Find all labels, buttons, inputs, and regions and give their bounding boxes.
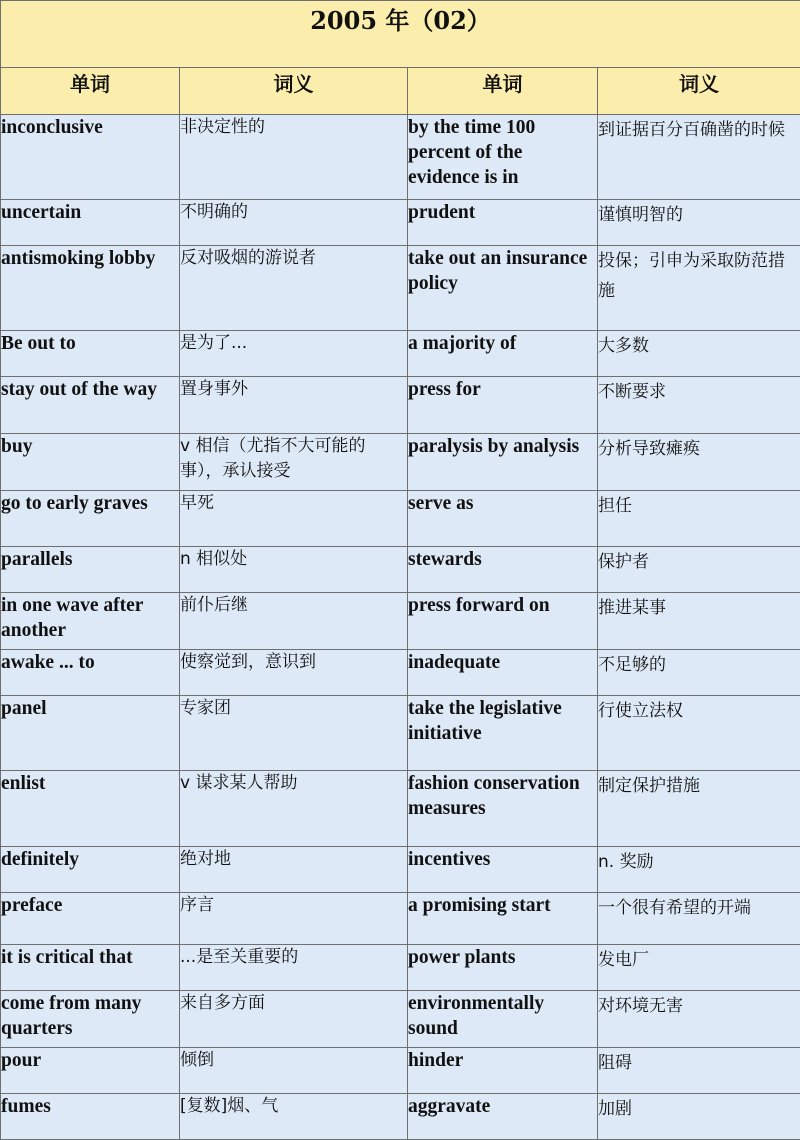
meaning-cell: 分析导致瘫痪 xyxy=(598,434,800,491)
meaning-cell: 发电厂 xyxy=(598,945,800,991)
meaning-cell: 前仆后继 xyxy=(180,593,408,650)
meaning-cell: 不断要求 xyxy=(598,377,800,434)
meaning-cell: 非决定性的 xyxy=(180,115,408,200)
word-cell: fashion conservation measures xyxy=(408,771,598,847)
meaning-cell: 保护者 xyxy=(598,547,800,593)
word-cell: parallels xyxy=(1,547,180,593)
word-cell: by the time 100 percent of the evidence is in xyxy=(408,115,598,200)
word-cell: antismoking lobby xyxy=(1,246,180,331)
meaning-cell: 置身事外 xyxy=(180,377,408,434)
meaning-cell: 到证据百分百确凿的时候 xyxy=(598,115,800,200)
meaning-cell: 专家团 xyxy=(180,696,408,771)
word-cell: paralysis by analysis xyxy=(408,434,598,491)
word-cell: preface xyxy=(1,893,180,945)
meaning-cell: 是为了... xyxy=(180,331,408,377)
meaning-cell: 早死 xyxy=(180,491,408,547)
word-cell: uncertain xyxy=(1,200,180,246)
header-row xyxy=(1,68,800,115)
word-cell: awake ... to xyxy=(1,650,180,696)
meaning-cell: ...是至关重要的 xyxy=(180,945,408,991)
meaning-cell: 不足够的 xyxy=(598,650,800,696)
word-cell: a majority of xyxy=(408,331,598,377)
word-cell: press forward on xyxy=(408,593,598,650)
word-cell: stewards xyxy=(408,547,598,593)
table-title: 2005 年（02） xyxy=(1,1,800,68)
word-cell: take the legislative initiative xyxy=(408,696,598,771)
header-meaning-1: 词义 xyxy=(180,68,408,115)
word-cell: Be out to xyxy=(1,331,180,377)
table-body xyxy=(1,115,800,1140)
word-cell: come from many quarters xyxy=(1,991,180,1048)
title-row xyxy=(1,1,800,68)
word-cell: buy xyxy=(1,434,180,491)
meaning-cell: 对环境无害 xyxy=(598,991,800,1048)
word-cell: fumes xyxy=(1,1094,180,1140)
meaning-cell: 倾倒 xyxy=(180,1048,408,1094)
meaning-cell: 担任 xyxy=(598,491,800,547)
meaning-cell: n. 奖励 xyxy=(598,847,800,893)
meaning-cell: 行使立法权 xyxy=(598,696,800,771)
word-cell: go to early graves xyxy=(1,491,180,547)
word-cell: a promising start xyxy=(408,893,598,945)
meaning-cell: 阻碍 xyxy=(598,1048,800,1094)
word-cell: take out an insurance policy xyxy=(408,246,598,331)
word-cell: press for xyxy=(408,377,598,434)
meaning-cell: 谨慎明智的 xyxy=(598,200,800,246)
word-cell: inadequate xyxy=(408,650,598,696)
meaning-cell: 反对吸烟的游说者 xyxy=(180,246,408,331)
word-cell: it is critical that xyxy=(1,945,180,991)
meaning-cell: 推进某事 xyxy=(598,593,800,650)
header-word-1: 单词 xyxy=(1,68,180,115)
word-cell: pour xyxy=(1,1048,180,1094)
word-cell: serve as xyxy=(408,491,598,547)
word-cell: prudent xyxy=(408,200,598,246)
meaning-cell: 投保；引申为采取防范措施 xyxy=(598,246,800,331)
meaning-cell: 一个很有希望的开端 xyxy=(598,893,800,945)
word-cell: incentives xyxy=(408,847,598,893)
word-cell: hinder xyxy=(408,1048,598,1094)
meaning-cell: 来自多方面 xyxy=(180,991,408,1048)
meaning-cell: 制定保护措施 xyxy=(598,771,800,847)
word-cell: in one wave after another xyxy=(1,593,180,650)
word-cell: power plants xyxy=(408,945,598,991)
word-cell: definitely xyxy=(1,847,180,893)
meaning-cell: v 相信（尤指不大可能的事），承认接受 xyxy=(180,434,408,491)
meaning-cell: 大多数 xyxy=(598,331,800,377)
meaning-cell: 加剧 xyxy=(598,1094,800,1140)
meaning-cell: [复数]烟、气 xyxy=(180,1094,408,1140)
word-cell: environmentally sound xyxy=(408,991,598,1048)
meaning-cell: v 谋求某人帮助 xyxy=(180,771,408,847)
word-cell: aggravate xyxy=(408,1094,598,1140)
word-cell: enlist xyxy=(1,771,180,847)
header-word-2: 单词 xyxy=(408,68,598,115)
header-meaning-2: 词义 xyxy=(598,68,800,115)
meaning-cell: 使察觉到，意识到 xyxy=(180,650,408,696)
word-cell: stay out of the way xyxy=(1,377,180,434)
meaning-cell: n 相似处 xyxy=(180,547,408,593)
meaning-cell: 绝对地 xyxy=(180,847,408,893)
word-cell: panel xyxy=(1,696,180,771)
meaning-cell: 不明确的 xyxy=(180,200,408,246)
meaning-cell: 序言 xyxy=(180,893,408,945)
word-cell: inconclusive xyxy=(1,115,180,200)
